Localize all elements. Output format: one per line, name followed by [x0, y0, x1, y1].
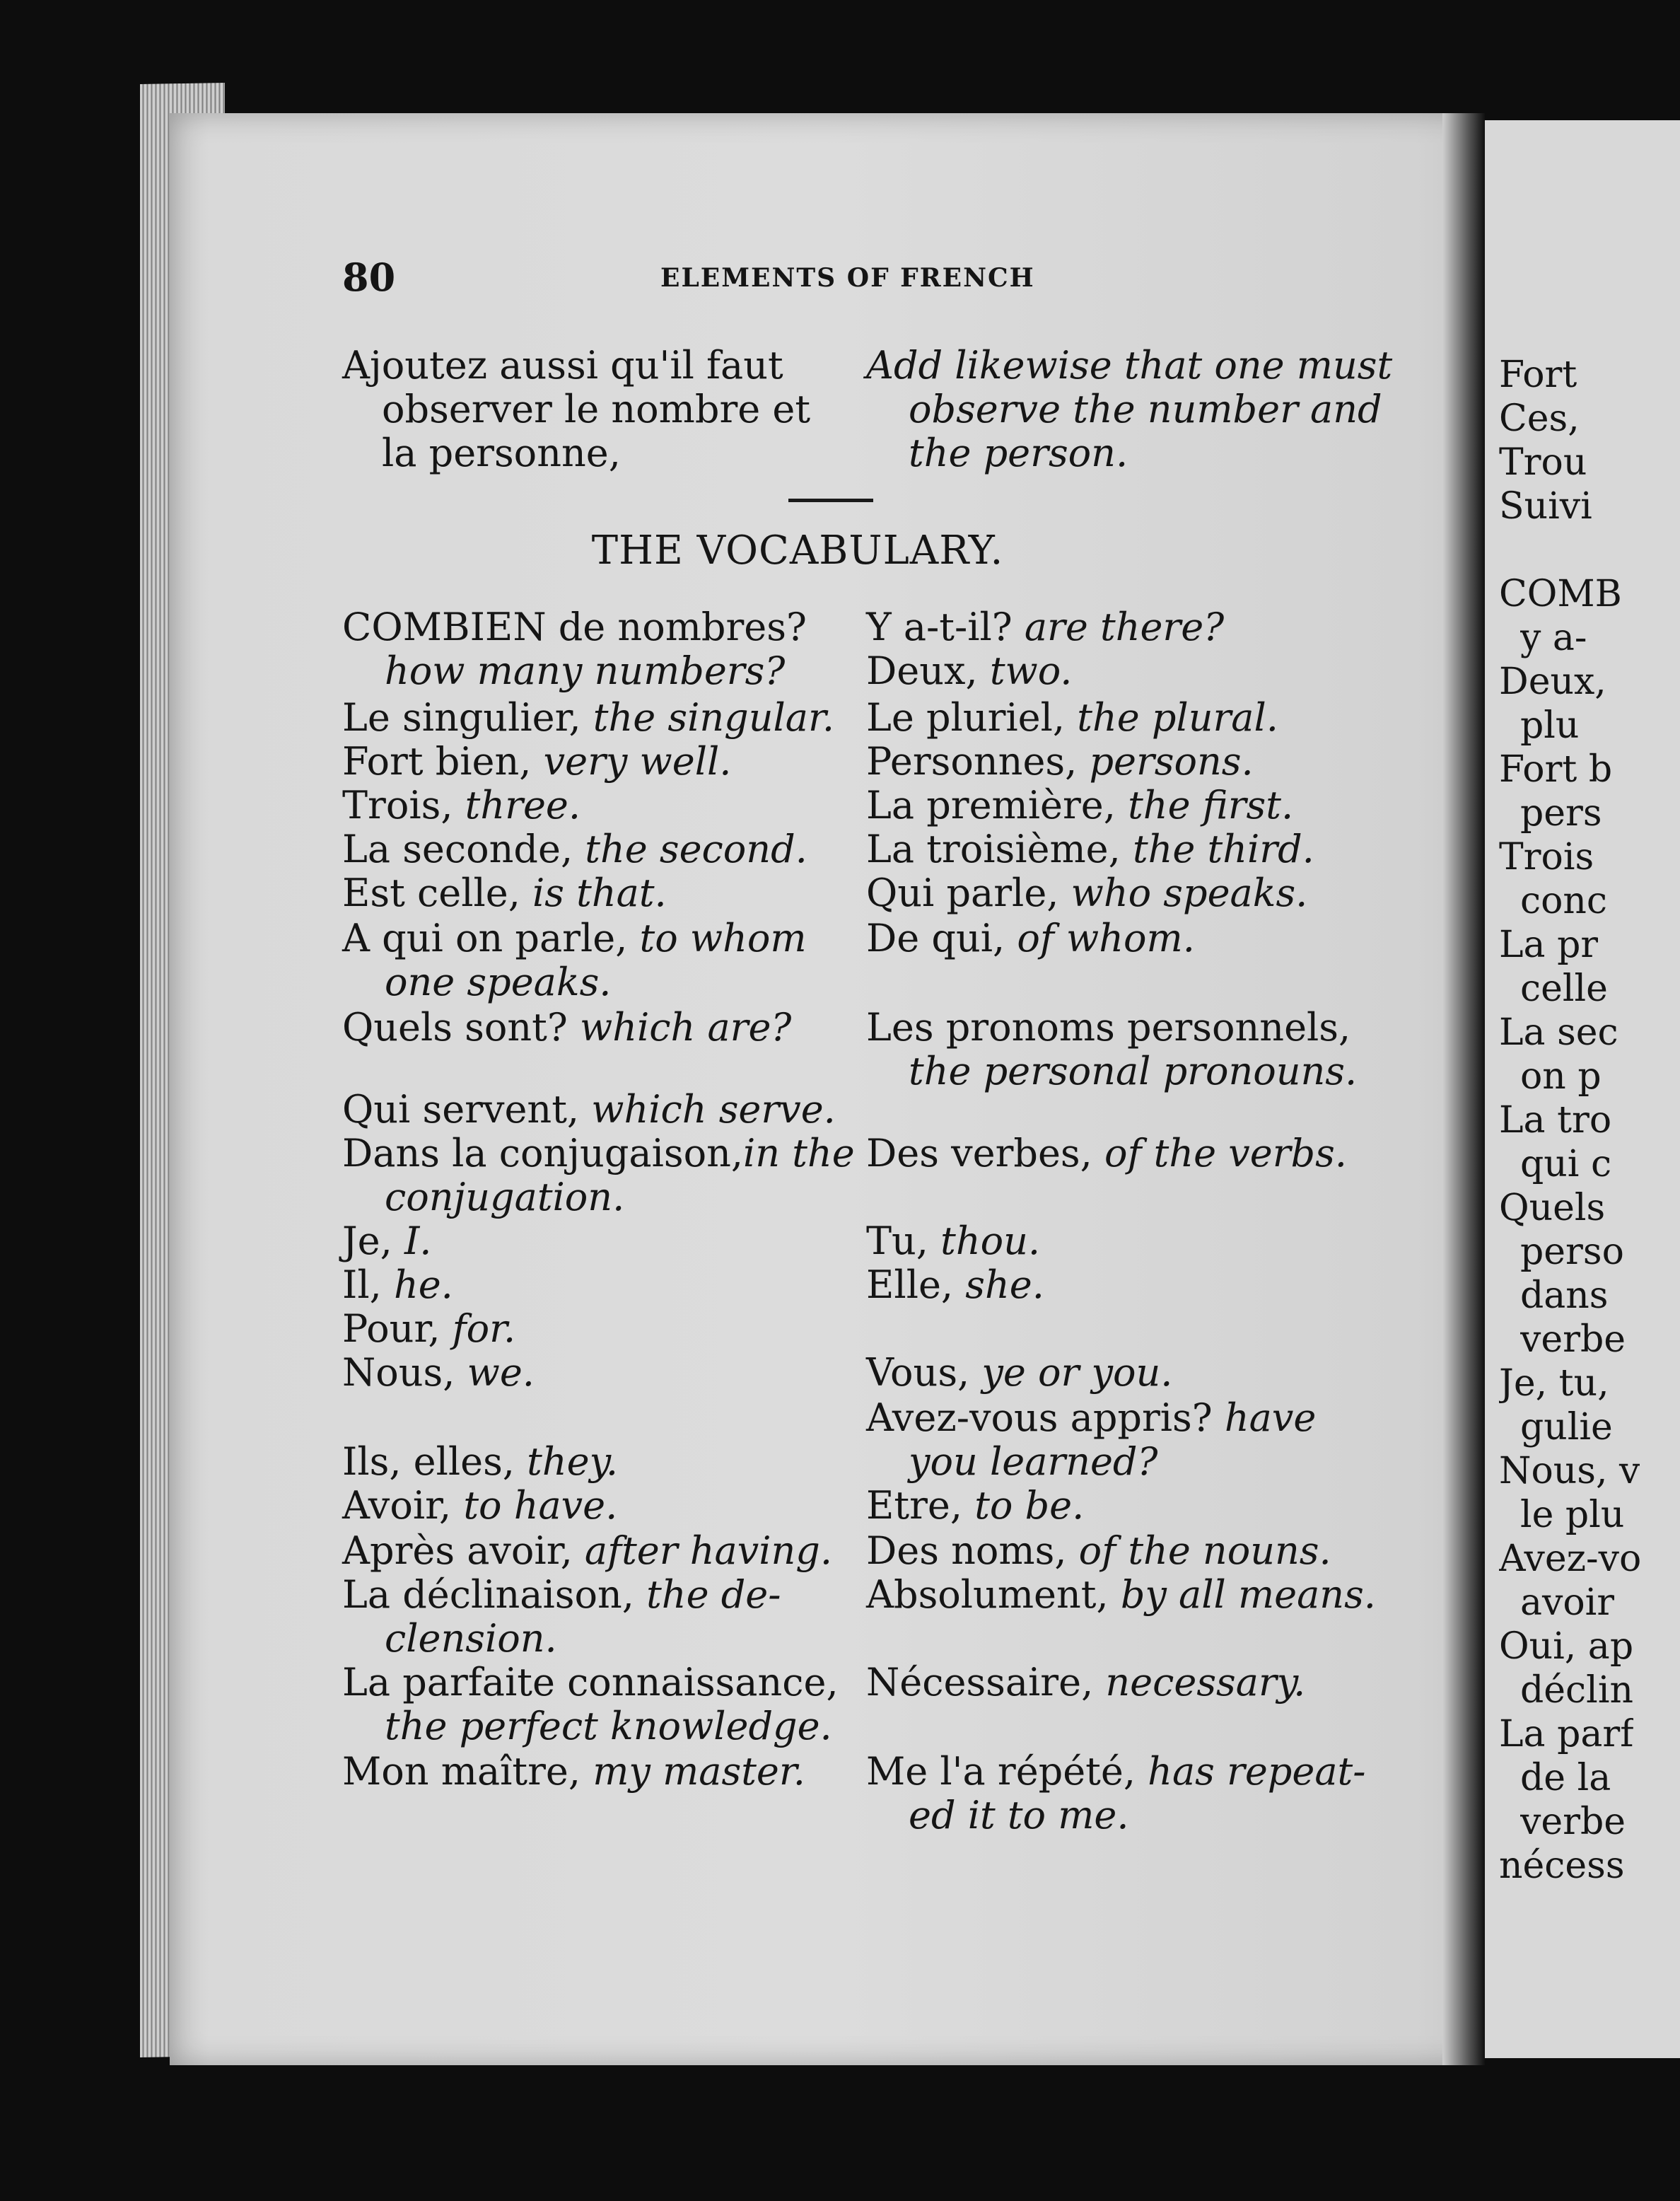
vocab-entry [342, 1483, 618, 1528]
french-term: Avez-vous appris? [866, 1395, 1225, 1440]
english-translation: how many numbers? [385, 649, 786, 693]
vocab-entry [909, 1049, 1358, 1093]
french-term: Qui parle, [866, 871, 1071, 915]
facing-page-text: celle [1520, 968, 1608, 1010]
french-term: Trois, [342, 783, 465, 827]
section-divider [788, 499, 873, 502]
vocab-entry [866, 783, 1294, 827]
vocab-entry [909, 1439, 1158, 1484]
facing-page-text: déclin [1520, 1669, 1633, 1712]
facing-page-text: La tro [1499, 1099, 1612, 1142]
vocab-entry [342, 1528, 832, 1573]
english-translation: clension. [385, 1616, 557, 1661]
english-translation: he. [393, 1262, 453, 1307]
english-translation: they. [527, 1439, 619, 1484]
french-term: La seconde, [342, 827, 585, 871]
facing-page-text: perso [1520, 1231, 1624, 1273]
page-header [342, 255, 1403, 304]
vocab-entry [342, 1350, 535, 1395]
french-term: Me l'a répété, [866, 1749, 1148, 1794]
english-translation: to be. [974, 1483, 1085, 1528]
facing-page-text: Avez-vo [1499, 1538, 1642, 1580]
english-translation: two. [989, 649, 1073, 693]
facing-page-text: La pr [1499, 924, 1599, 966]
running-title: ELEMENTS OF FRENCH [660, 263, 1035, 293]
english-translation: the second. [585, 827, 807, 871]
vocab-entry [342, 1005, 792, 1050]
english-translation: necessary. [1105, 1660, 1306, 1705]
french-term: Après avoir, [342, 1528, 585, 1573]
english-translation: have [1224, 1395, 1317, 1440]
french-term: Vous, [866, 1350, 982, 1395]
english-translation: in the [743, 1131, 855, 1175]
facing-page-text: Ces, [1499, 397, 1580, 440]
vocab-entry [385, 1704, 832, 1748]
english-translation: she. [965, 1262, 1044, 1307]
facing-page-text: COMB [1499, 573, 1622, 615]
intro-english-line: Add likewise that one must [866, 343, 1393, 388]
facing-page-text: Trou [1499, 441, 1587, 484]
facing-page-text: y a- [1520, 617, 1587, 659]
english-translation: the third. [1132, 827, 1314, 871]
facing-page-text: dans [1520, 1274, 1609, 1317]
french-term: COMBIEN de nombres? [342, 605, 807, 649]
french-term: Les pronoms personnels, [866, 1005, 1351, 1050]
english-translation: which are? [579, 1005, 792, 1050]
english-translation: we. [467, 1350, 535, 1395]
vocab-entry [866, 1219, 1041, 1263]
vocab-entry [342, 783, 581, 827]
french-term: Quels sont? [342, 1005, 580, 1050]
french-term: Y a-t-il? [866, 605, 1025, 649]
french-term: Le singulier, [342, 695, 593, 740]
french-term: Des noms, [866, 1528, 1079, 1573]
facing-page-text: plu [1520, 704, 1580, 747]
french-term: Absolument, [866, 1572, 1121, 1617]
vocab-entry [909, 1793, 1129, 1837]
facing-page-text: verbe [1520, 1318, 1626, 1361]
vocab-entry [866, 1131, 1347, 1175]
facing-page-text: nécess [1499, 1845, 1625, 1887]
english-translation: you learned? [909, 1439, 1158, 1484]
french-term: Personnes, [866, 739, 1090, 784]
vocab-entry [342, 827, 807, 871]
french-term: Est celle, [342, 871, 533, 915]
french-term: A qui on parle, [342, 916, 640, 960]
facing-page-text: gulie [1520, 1406, 1613, 1448]
vocab-entry [866, 1749, 1366, 1794]
english-translation: for. [452, 1306, 516, 1351]
page-number: 80 [342, 255, 396, 300]
french-term: Qui servent, [342, 1087, 592, 1132]
french-term: Etre, [866, 1483, 975, 1528]
vocab-entry [866, 916, 1195, 960]
intro-english-line: the person. [909, 431, 1128, 475]
french-term: La troisième, [866, 827, 1133, 871]
english-translation: persons. [1089, 739, 1254, 784]
intro-french-line: Ajoutez aussi qu'il faut [342, 343, 783, 388]
vocab-entry [866, 1350, 1173, 1395]
vocab-entry [342, 1306, 516, 1351]
facing-page-text: conc [1520, 880, 1608, 922]
vocab-entry [866, 605, 1225, 649]
english-translation: the first. [1128, 783, 1294, 827]
english-translation: ye or you. [981, 1350, 1173, 1395]
english-translation: ed it to me. [909, 1793, 1129, 1837]
vocab-entry [866, 649, 1073, 693]
french-term: La première, [866, 783, 1128, 827]
facing-page-text: La sec [1499, 1011, 1618, 1054]
facing-page-text: qui c [1520, 1143, 1612, 1185]
vocab-entry [342, 1660, 839, 1705]
english-translation: are there? [1024, 605, 1225, 649]
english-translation: which serve. [591, 1087, 836, 1132]
facing-page-text: de la [1520, 1757, 1611, 1799]
facing-page-text: pers [1520, 792, 1602, 835]
vocab-entry [342, 605, 807, 649]
french-term: Nécessaire, [866, 1660, 1106, 1705]
facing-page-text: Je, tu, [1499, 1362, 1609, 1405]
facing-page-text: Deux, [1499, 661, 1606, 703]
vocab-entry [342, 1087, 836, 1132]
vocab-entry [866, 695, 1278, 740]
french-term: Fort bien, [342, 739, 544, 784]
facing-page-text: Trois [1499, 836, 1594, 878]
english-translation: has repeat- [1148, 1749, 1366, 1794]
facing-page-text: avoir [1520, 1581, 1615, 1624]
facing-page [1485, 120, 1680, 2058]
book-gutter [1442, 113, 1485, 2065]
english-translation: by all means. [1120, 1572, 1376, 1617]
vocab-entry [385, 1616, 557, 1661]
english-translation: after having. [584, 1528, 832, 1573]
vocab-entry [342, 1131, 855, 1175]
facing-page-text: Oui, ap [1499, 1625, 1634, 1668]
english-translation: the singular. [593, 695, 835, 740]
vocab-entry [342, 871, 667, 915]
english-translation: to whom [639, 916, 807, 960]
french-term: Mon maître, [342, 1749, 593, 1794]
facing-page-text: le plu [1520, 1494, 1625, 1536]
french-term: De qui, [866, 916, 1017, 960]
french-term: Deux, [866, 649, 990, 693]
french-term: Je, [342, 1219, 404, 1263]
english-translation: who speaks. [1071, 871, 1308, 915]
intro-french-line: la personne, [382, 431, 621, 475]
french-term: La déclinaison, [342, 1572, 647, 1617]
english-translation: of the verbs. [1104, 1131, 1347, 1175]
french-term: Dans la conjugaison, [342, 1131, 744, 1175]
vocab-entry [342, 1219, 432, 1263]
english-translation: is that. [532, 871, 667, 915]
french-term: Le pluriel, [866, 695, 1078, 740]
vocab-entry [866, 1262, 1044, 1307]
facing-page-text: verbe [1520, 1801, 1626, 1843]
vocab-entry [866, 871, 1308, 915]
vocabulary-title: THE VOCABULARY. [591, 528, 1004, 574]
english-translation: of whom. [1017, 916, 1195, 960]
facing-page-text: Suivi [1499, 485, 1592, 528]
facing-page-text: Fort b [1499, 748, 1613, 791]
english-translation: of the nouns. [1078, 1528, 1331, 1573]
vocab-entry [866, 827, 1314, 871]
english-translation: the plural. [1077, 695, 1278, 740]
facing-page-text: on p [1520, 1055, 1602, 1098]
vocab-entry [342, 1262, 453, 1307]
french-term: La parfaite connaissance, [342, 1660, 839, 1705]
vocab-entry [385, 649, 786, 693]
english-translation: the de- [646, 1572, 781, 1617]
english-translation: three. [465, 783, 581, 827]
vocab-entry [866, 1528, 1331, 1573]
vocab-entry [342, 1439, 619, 1484]
english-translation: to have. [463, 1483, 618, 1528]
english-translation: conjugation. [385, 1175, 625, 1219]
french-term: Elle, [866, 1262, 966, 1307]
english-translation: my master. [593, 1749, 805, 1794]
french-term: Avoir, [342, 1483, 464, 1528]
vocab-entry [866, 1005, 1351, 1050]
vocab-entry [866, 739, 1254, 784]
vocab-entry [342, 1572, 781, 1617]
vocab-entry [385, 960, 612, 1004]
french-term: Tu, [866, 1219, 941, 1263]
english-translation: very well. [543, 739, 732, 784]
intro-french-line: observer le nombre et [382, 387, 811, 431]
french-term: Nous, [342, 1350, 467, 1395]
vocab-entry [342, 695, 835, 740]
intro-english-line: observe the number and [909, 387, 1382, 431]
french-term: Pour, [342, 1306, 453, 1351]
english-translation: the perfect knowledge. [385, 1704, 832, 1748]
vocab-entry [385, 1175, 625, 1219]
facing-page-text: La parf [1499, 1713, 1634, 1755]
vocab-entry [866, 1395, 1317, 1440]
vocab-entry [866, 1483, 1085, 1528]
vocab-entry [342, 739, 732, 784]
facing-page-text: Fort [1499, 354, 1577, 396]
facing-page-text: Nous, v [1499, 1450, 1640, 1492]
vocab-entry [866, 1660, 1306, 1705]
english-translation: one speaks. [385, 960, 612, 1004]
french-term: Ils, elles, [342, 1439, 527, 1484]
english-translation: I. [404, 1219, 432, 1263]
vocab-entry [342, 916, 807, 960]
vocab-entry [342, 1749, 805, 1794]
english-translation: thou. [940, 1219, 1041, 1263]
french-term: Il, [342, 1262, 394, 1307]
facing-page-text: Quels [1499, 1187, 1606, 1229]
vocab-entry [866, 1572, 1376, 1617]
english-translation: the personal pronouns. [909, 1049, 1358, 1093]
french-term: Des verbes, [866, 1131, 1104, 1175]
